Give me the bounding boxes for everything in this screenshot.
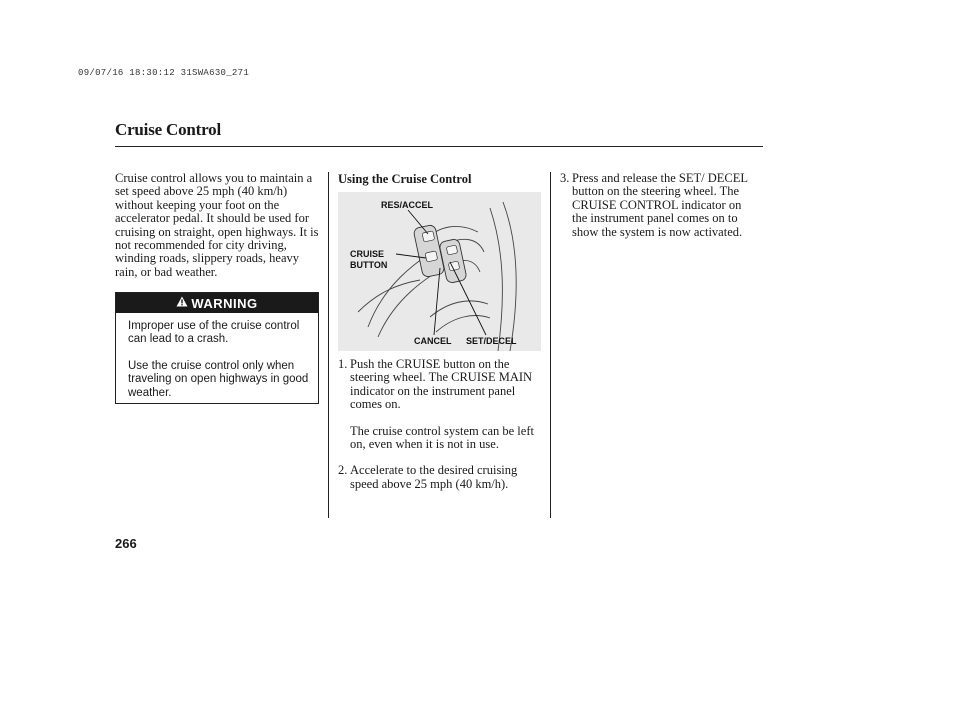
section-heading: Using the Cruise Control: [338, 172, 472, 186]
steps-list-middle: [338, 358, 544, 491]
warning-box: [115, 292, 319, 404]
warning-paragraph: Use the cruise control only when traveling on open highways in good weather.: [128, 359, 309, 399]
warning-triangle-icon: [176, 296, 188, 310]
cruise-button-label-line2: BUTTON: [350, 260, 388, 270]
page-title: Cruise Control: [115, 120, 221, 139]
step-number: 2.: [338, 463, 348, 478]
column-divider-left: [328, 172, 329, 518]
set-decel-label: SET/DECEL: [466, 336, 517, 346]
cancel-label: CANCEL: [414, 336, 452, 346]
step-text: Press and release the SET/ DECEL button on the steering wheel. The CRUISE CONTROL indicator on the instrument panel comes on to show the system is now activated.: [572, 171, 748, 239]
warning-body: [116, 313, 318, 400]
step-number: 1.: [338, 357, 348, 371]
print-timestamp: 09/07/16 18:30:12 31SWA630_271: [78, 68, 250, 78]
step-text: Accelerate to the desired cruising speed above 25 mph (40 km/h).: [350, 463, 518, 491]
intro-paragraph: Cruise control allows you to maintain a set speed above 25 mph (40 km/h) without keeping your foot on the accelerator pedal. It should be used for cruising on straight, open highways. It is not recommended for city driving, winding roads, slippery roads, heavy rain, or bad weather.: [115, 171, 319, 279]
steering-wheel-drawing: [338, 192, 541, 351]
steps-list-right: [560, 172, 758, 239]
step-item: [338, 464, 544, 491]
steering-wheel-illustration: [338, 192, 541, 351]
page-number: 266: [115, 536, 137, 551]
step-item: [560, 172, 758, 239]
step-number: 3.: [560, 171, 570, 185]
step-item: [338, 358, 544, 452]
cruise-button-label-line1: CRUISE: [350, 249, 385, 259]
step-text: Push the CRUISE button on the steering wheel. The CRUISE MAIN indicator on the instrument panel comes on.: [350, 357, 533, 412]
warning-label: WARNING: [191, 295, 258, 311]
step-note: The cruise control system can be left on, even when it is not in use.: [350, 424, 534, 452]
res-accel-label: RES/ACCEL: [381, 200, 434, 210]
column-divider-right: [550, 172, 551, 518]
warning-header: [116, 293, 318, 313]
title-rule: [115, 146, 763, 147]
warning-paragraph: Improper use of the cruise control can lead to a crash.: [128, 320, 300, 346]
